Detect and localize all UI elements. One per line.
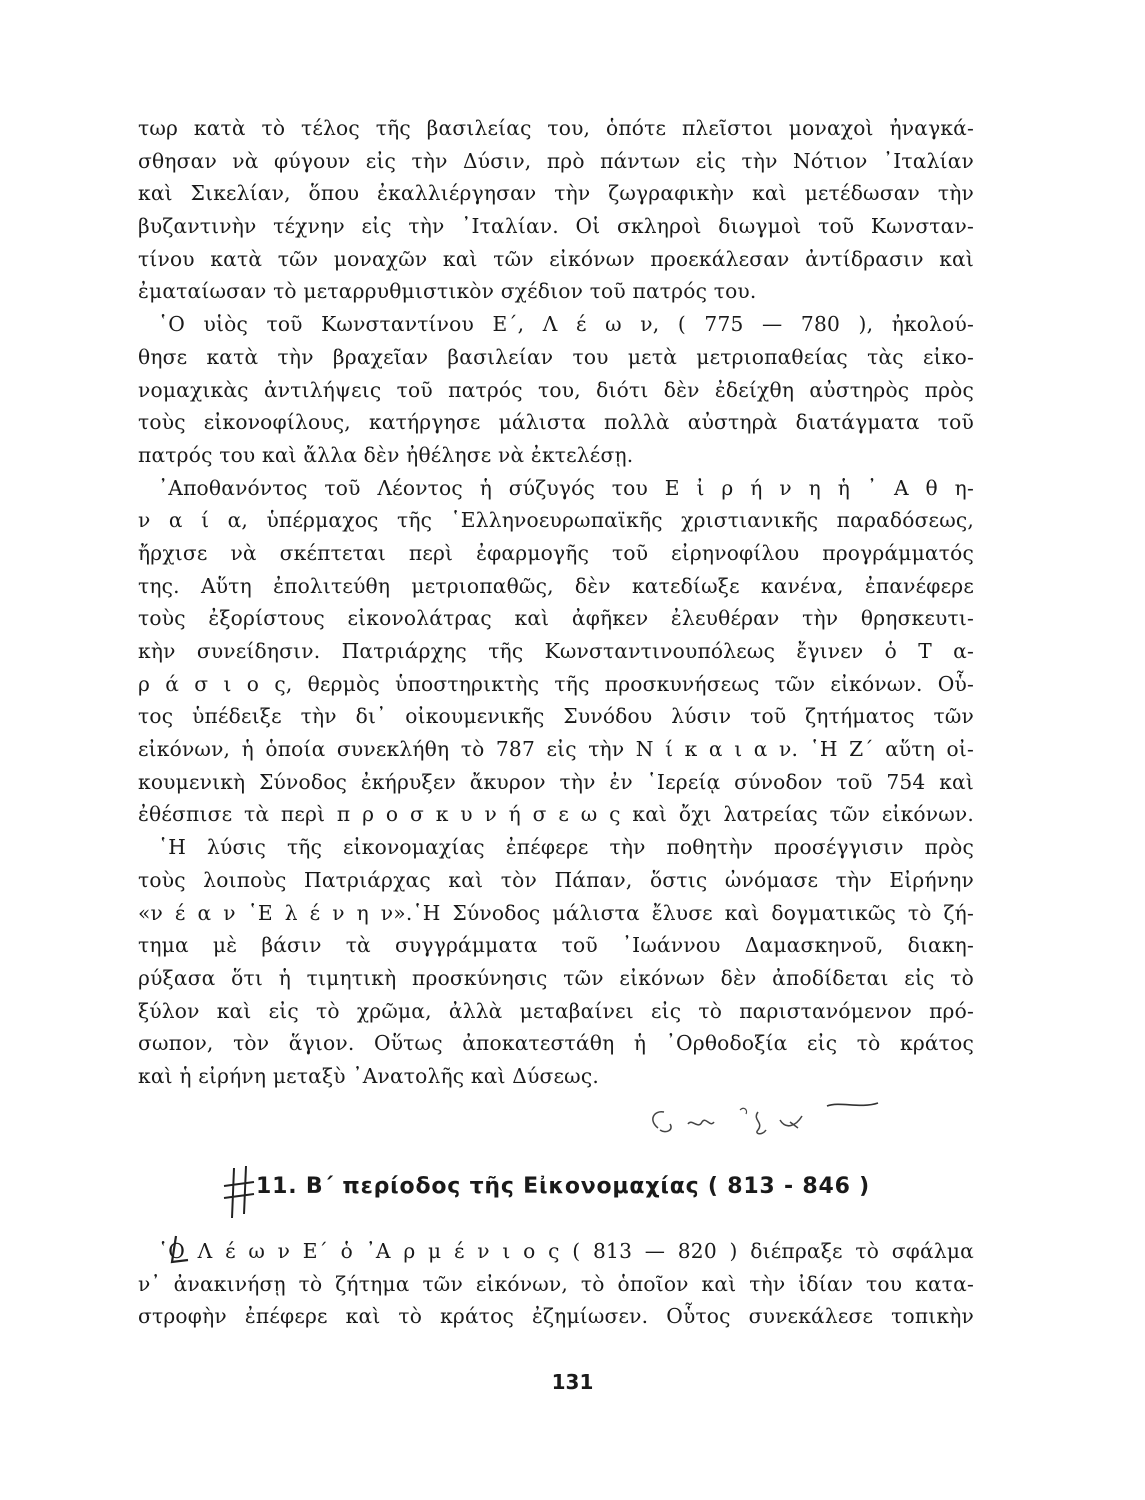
text-line: κουμενικὴ Σύνοδος ἐκήρυξεν ἄκυρον τὴν ἐν ῾Ιερείᾳ σύνοδον τοῦ 754 καὶ: [138, 769, 974, 794]
text-line: της. Αὕτη ἐπολιτεύθη μετριοπαθῶς, δὲν κατεδίωξε κανένα, ἐπανέφερε: [138, 573, 974, 598]
text-line: καὶ ἡ εἰρήνη μεταξὺ ᾿Ανατολῆς καὶ Δύσεως.: [138, 1063, 599, 1088]
text-line: ρ ά σ ι ο ς, θερμὸς ὑποστηρικτὴς τῆς προσκυνήσεως τῶν εἰκόνων. Οὗ-: [138, 671, 974, 696]
text-line: κὴν συνείδησιν. Πατριάρχης τῆς Κωνσταντινουπόλεως ἔγινεν ὁ Τ α-: [138, 639, 974, 663]
section-heading: [220, 1164, 980, 1224]
text-line: στροφὴν ἐπέφερε καὶ τὸ κράτος ἐζημίωσεν. Οὗτος συνεκάλεσε τοπικὴν: [138, 1304, 974, 1329]
text-line: ξύλον καὶ εἰς τὸ χρῶμα, ἀλλὰ μεταβαίνει εἰς τὸ παριστανόμενον πρό-: [138, 998, 974, 1023]
handwritten-scribble: [640, 1100, 840, 1140]
text-line: τωρ κατὰ τὸ τέλος τῆς βασιλείας του, ὁπότε πλεῖστοι μοναχοὶ ἠναγκά-: [138, 116, 974, 140]
text-line: εἰκόνων, ἡ ὁποία συνεκλήθη τὸ 787 εἰς τὴν Ν ί κ α ι α ν. ῾Η Ζ΄ αὕτη οἰ-: [138, 737, 974, 762]
text-line: ἐματαίωσαν τὸ μεταρρυθμιστικὸν σχέδιον τοῦ πατρός του.: [138, 279, 757, 304]
text-line: τοὺς εἰκονοφίλους, κατήργησε μάλιστα πολλὰ αὐστηρὰ διατάγματα τοῦ: [138, 410, 974, 435]
text-line: ῾Η λύσις τῆς εἰκονομαχίας ἐπέφερε τὴν ποθητὴν προσέγγισιν πρὸς: [158, 835, 974, 860]
body-text-bottom: [138, 1235, 974, 1333]
text-line: ᾿Αποθανόντος τοῦ Λέοντος ἡ σύζυγός του Ε ἰ ρ ή ν η ἡ ᾿ Α θ η-: [158, 475, 974, 500]
text-line: ῾Ο Λ έ ω ν Ε΄ ὁ ᾿Α ρ μ έ ν ι ο ς ( 813 — 820 ) διέπραξε τὸ σφάλμα: [158, 1239, 974, 1263]
text-line: σθησαν νὰ φύγουν εἰς τὴν Δύσιν, πρὸ πάντων εἰς τὴν Νότιον ᾿Ιταλίαν: [138, 148, 974, 173]
body-text-top: [138, 112, 974, 1093]
text-line: ἐθέσπισε τὰ περὶ π ρ ο σ κ υ ν ή σ ε ω ς καὶ ὄχι λατρείας τῶν εἰκόνων.: [138, 802, 974, 827]
text-line: βυζαντινὴν τέχνην εἰς τὴν ᾿Ιταλίαν. Οἱ σκληροὶ διωγμοὶ τοῦ Κωνσταν-: [138, 214, 974, 239]
text-line: καὶ Σικελίαν, ὅπου ἐκαλλιέργησαν τὴν ζωγραφικὴν καὶ μετέδωσαν τὴν: [138, 181, 974, 206]
text-line: τοὺς λοιποὺς Πατριάρχας καὶ τὸν Πάπαν, ὅστις ὠνόμασε τὴν Εἰρήνην: [138, 867, 974, 892]
text-line: νομαχικὰς ἀντιλήψεις τοῦ πατρός του, διότι δὲν ἐδείχθη αὐστηρὸς πρὸς: [138, 377, 974, 402]
text-line: ν᾿ ἀνακινήσῃ τὸ ζήτημα τῶν εἰκόνων, τὸ ὁποῖον καὶ τὴν ἰδίαν του κατα-: [138, 1271, 974, 1296]
text-line: ἤρχισε νὰ σκέπτεται περὶ ἐφαρμογῆς τοῦ εἰρηνοφίλου προγράμματός: [138, 540, 974, 565]
text-line: «ν έ α ν ῾Ε λ έ ν η ν».῾Η Σύνοδος μάλιστα ἔλυσε καὶ δογματικῶς τὸ ζή-: [138, 900, 974, 925]
text-line: πατρός του καὶ ἄλλα δὲν ἠθέλησε νὰ ἐκτελέσῃ.: [138, 442, 634, 467]
text-line: ν α ί α, ὑπέρμαχος τῆς ῾Ελληνοευρωπαϊκῆς χριστιανικῆς παραδόσεως,: [138, 508, 974, 533]
text-line: ῾Ο υἱὸς τοῦ Κωνσταντίνου Ε΄, Λ έ ω ν, ( 775 — 780 ), ἠκολού-: [158, 312, 974, 337]
section-title: 11. Β΄ περίοδος τῆς Εἰκονομαχίας ( 813 - 846 ): [256, 1174, 871, 1199]
text-line: θησε κατὰ τὴν βραχεῖαν βασιλείαν του μετὰ μετριοπαθείας τὰς εἰκο-: [138, 344, 974, 369]
text-line: τος ὑπέδειξε τὴν δι᾿ οἰκουμενικῆς Συνόδου λύσιν τοῦ ζητήματος τῶν: [138, 704, 974, 729]
handwritten-hash-mark: [220, 1164, 260, 1222]
text-line: ρύξασα ὅτι ἡ τιμητικὴ προσκύνησις τῶν εἰκόνων δὲν ἀποδίδεται εἰς τὸ: [138, 965, 974, 990]
page-number: 131: [551, 1370, 594, 1394]
text-line: τημα μὲ βάσιν τὰ συγγράμματα τοῦ ᾿Ιωάννου Δαμασκηνοῦ, διακη-: [138, 933, 974, 958]
text-line: τίνου κατὰ τῶν μοναχῶν καὶ τῶν εἰκόνων προεκάλεσαν ἀντίδρασιν καὶ: [138, 246, 974, 271]
text-line: τοὺς ἐξορίστους εἰκονολάτρας καὶ ἀφῆκεν ἐλευθέραν τὴν θρησκευτι-: [138, 606, 974, 631]
text-line: σωπον, τὸν ἅγιον. Οὕτως ἀποκατεστάθη ἡ ᾿Ορθοδοξία εἰς τὸ κράτος: [138, 1031, 974, 1056]
